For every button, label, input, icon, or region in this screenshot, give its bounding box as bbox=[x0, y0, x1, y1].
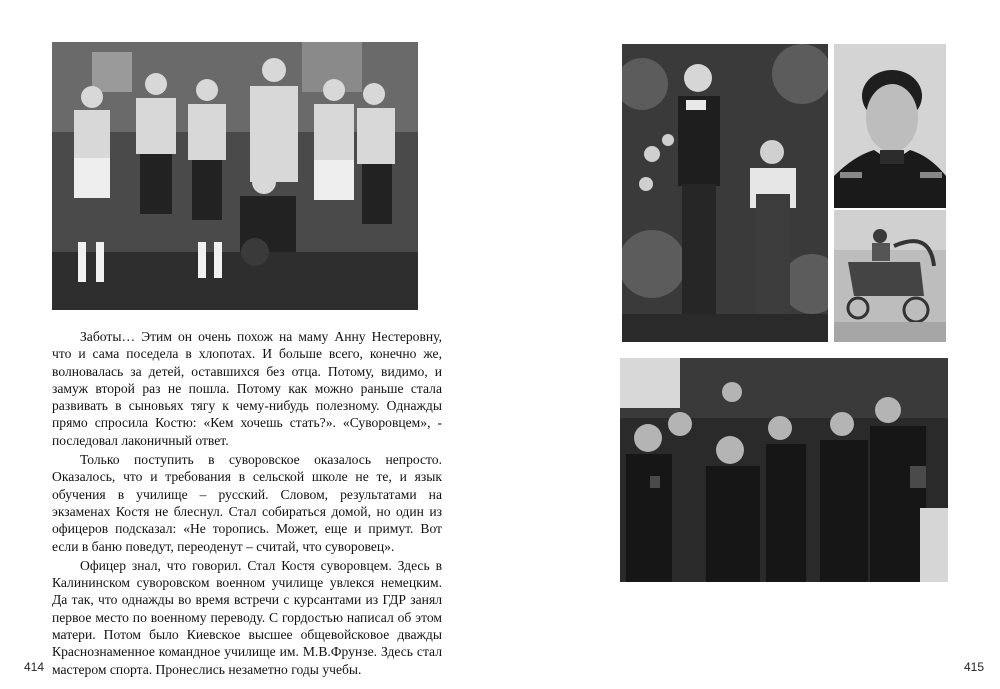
photo-boys-group-image bbox=[52, 42, 418, 310]
page-number-right: 415 bbox=[964, 660, 985, 674]
photo-cadet-portrait-image bbox=[834, 44, 946, 208]
photo-soldiers-group bbox=[620, 358, 948, 582]
photo-cadet-portrait bbox=[834, 44, 946, 208]
photo-soldiers-group-image bbox=[620, 358, 948, 582]
photo-child-with-pram-image bbox=[834, 210, 946, 342]
article-text bbox=[52, 328, 442, 680]
photo-two-children bbox=[622, 44, 828, 342]
photo-boys-group bbox=[52, 42, 418, 310]
right-page bbox=[500, 0, 1000, 689]
paragraph-3: Офицер знал, что говорил. Стал Костя суворовцем. Здесь в Калининском суворовском военном училище увлекся немецким. Да так, что однажды во время встречи с курсантами из ГДР занял первое место по военному переводу. С гордостью написал об этом матери. Потом было Киевское высшее общевойсковое дважды Краснознаменное командное училище им. М.В.Фрунзе. Здесь стал мастером спорта. Пронеслись незаметно годы учебы. bbox=[52, 557, 442, 677]
paragraph-1: Заботы… Этим он очень похож на маму Анну Нестеровну, что и сама поседела в хлопотах. И больше всего, конечно же, волновалась за детей, оставшихся без отца. Потому, видимо, и замуж второй раз не пошла. Потому как можно раньше стала развивать в сыновьях тягу к чему-нибудь полезному. Однажды прямо спросила Костю: «Кем хочешь стать?». «Суворовцем», - последовал лаконичный ответ. bbox=[52, 329, 442, 448]
page-number-left: 414 bbox=[24, 660, 45, 674]
photo-two-children-image bbox=[622, 44, 828, 342]
photo-child-with-pram bbox=[834, 210, 946, 342]
paragraph-2: Только поступить в суворовское оказалось непросто. Оказалось, что и требования в сельской школе не те, и язык обучения в училище – русский. Словом, результатами на экзаменах Костя не блеснул. Стал собираться домой, но один из офицеров подсказал: «Не торопись. Может, еще и примут. Вот если в баню поведут, переоденут – считай, что суворовец». bbox=[52, 452, 442, 554]
